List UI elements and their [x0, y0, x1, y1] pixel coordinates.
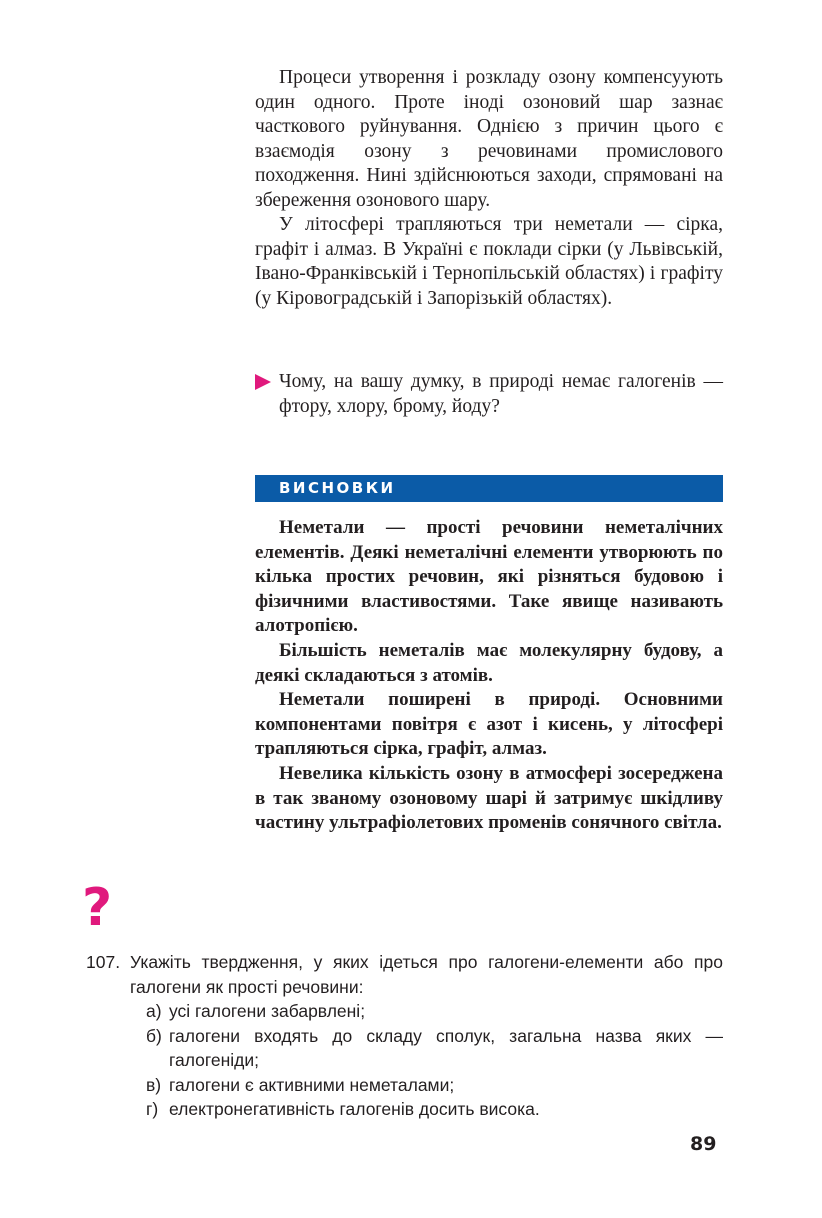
exercise-option-b: [86, 1024, 723, 1073]
conclusion-paragraph: Неметали — прості речовини неметалічних елементів. Деякі неметалічні елементи утворюють по кілька простих речовин, які різняться будовою і фізичними властивостями. Таке явище називають алотропією.: [255, 517, 723, 637]
exercise-107: [86, 950, 723, 1122]
exercise-option-a: [86, 999, 723, 1024]
conclusions-title: ВИСНОВКИ: [279, 479, 396, 497]
option-label: б): [146, 1025, 162, 1046]
conclusion-paragraph: Неметали поширені в природі. Основними компонентами повітря є азот і кисень, у літосфері трапляються сірка, графіт, алмаз.: [255, 689, 723, 760]
conclusions-text: [255, 516, 723, 836]
question-block: [255, 370, 723, 419]
paragraph-ozone: Процеси утворення і розкладу озону компенсуують один одного. Проте іноді озоновий шар зазнає часткового руйнування. Однією з причин цього є взаємодія озону з речовинами промислового походження. Нині здійснюються заходи, спрямовані на збереження озонового шару.: [255, 67, 723, 211]
paragraph-lithosphere: У літосфері трапляються три неметали — сірка, графіт і алмаз. В Україні є поклади сірки (у Львівській, Івано-Франківській і Тернопільській областях) і графіту (у Кіровоградській і Запорізькій областях).: [255, 214, 723, 309]
option-text: електронегативність галогенів досить висока.: [169, 1099, 540, 1119]
body-text: [255, 66, 723, 311]
conclusions-banner: [255, 475, 723, 502]
option-text: усі галогени забарвлені;: [169, 1001, 366, 1021]
question-text: Чому, на вашу думку, в природі немає галогенів — фтору, хлору, брому, йоду?: [279, 371, 723, 417]
exercise-option-v: [86, 1073, 723, 1098]
option-text: галогени входять до складу сполук, загальна назва яких — галогеніди;: [169, 1025, 723, 1070]
triangle-marker-icon: [255, 374, 271, 390]
option-label: в): [146, 1074, 162, 1095]
page-number: 89: [690, 1133, 717, 1155]
option-label: г): [146, 1099, 159, 1119]
conclusion-paragraph: Невелика кількість озону в атмосфері зосереджена в так званому озоновому шарі й затримує шкідливу частину ультрафіолетових променів сонячного світла.: [255, 762, 723, 834]
exercise-number: 107.: [86, 952, 121, 972]
question-mark-icon: ?: [82, 878, 113, 938]
conclusion-paragraph: Більшість неметалів має молекулярну будову, а деякі складаються з атомів.: [255, 639, 723, 686]
option-label: а): [146, 1001, 162, 1021]
option-text: галогени є активними неметалами;: [169, 1074, 455, 1095]
exercise-option-h: [86, 1097, 723, 1122]
exercise-prompt-text: Укажіть твердження, у яких ідеться про галогени-елементи або про галогени як прості речовини:: [130, 952, 723, 997]
exercise-prompt: [86, 950, 723, 999]
